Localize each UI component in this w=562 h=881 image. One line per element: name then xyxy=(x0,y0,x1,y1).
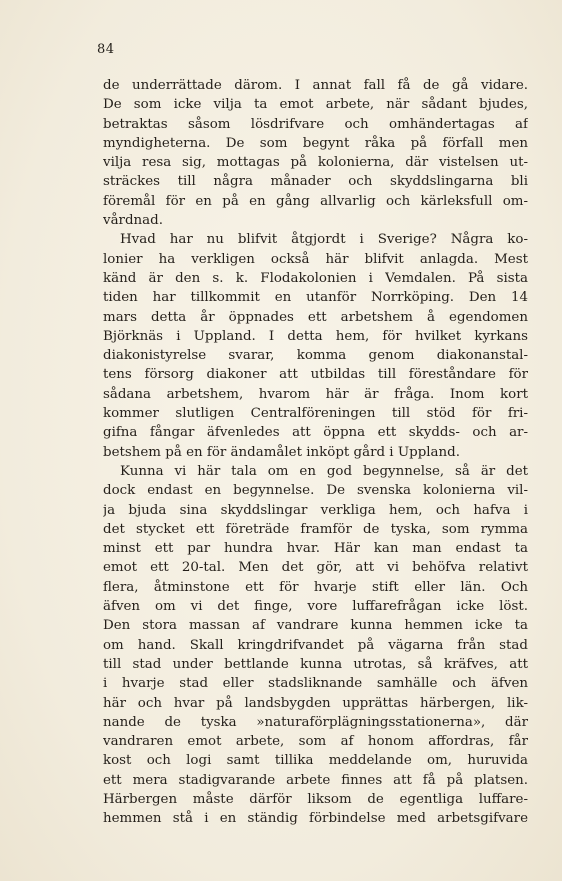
text-line: ja bjuda sina skyddslingar verkliga hem, och hafva i xyxy=(103,502,528,518)
text-line: sträckes till några månader och skyddslingarna bli xyxy=(103,174,528,190)
text-line: flera, åtminstone ett för hvarje stift eller län. Och xyxy=(103,579,528,595)
text-line: vandraren emot arbete, som af honom affordras, får xyxy=(103,734,528,750)
text-line: Den stora massan af vandrare kunna hemmen icke ta xyxy=(103,618,528,634)
text-line: sådana arbetshem, hvarom här är fråga. Inom kort xyxy=(103,386,528,402)
text-line: föremål för en på en gång allvarlig och kärleksfull om- xyxy=(103,193,528,209)
text-line: gifna fångar äfvenledes att öppna ett skydds- och ar- xyxy=(103,425,528,441)
text-line: till stad under bettlande kunna utrotas, så kräfves, att xyxy=(103,656,528,672)
text-line: De som icke vilja ta emot arbete, när sådant bjudes, xyxy=(103,97,528,113)
text-line: tens försorg diakoner att utbildas till föreståndare för xyxy=(103,367,528,383)
body-text xyxy=(103,76,528,829)
text-line: emot ett 20-tal. Men det gör, att vi behöfva relativt xyxy=(103,560,528,576)
text-line: hemmen stå i en ständig förbindelse med arbetsgifvare xyxy=(103,811,528,827)
text-line: Härbergen måste därför liksom de egentliga luffare- xyxy=(103,791,528,807)
text-line: mars detta år öppnades ett arbetshem å egendomen xyxy=(103,309,528,325)
text-line: det stycket ett företräde framför de tyska, som rymma xyxy=(103,521,528,537)
text-line: Björknäs i Uppland. I detta hem, för hvilket kyrkans xyxy=(103,328,528,344)
text-line: tiden har tillkommit en utanför Norrköping. Den 14 xyxy=(103,290,528,306)
text-line: vilja resa sig, mottagas på kolonierna, där vistelsen ut- xyxy=(103,155,528,171)
text-line: äfven om vi det finge, vore luffarefrågan icke löst. xyxy=(103,599,528,615)
page-number: 84 xyxy=(97,42,115,57)
text-line: nande de tyska »naturaförplägningsstationerna», där xyxy=(103,714,528,730)
text-line: här och hvar på landsbygden upprättas härbergen, lik- xyxy=(103,695,528,711)
text-line: lonier ha verkligen också här blifvit anlagda. Mest xyxy=(103,251,528,267)
text-line: de underrättade därom. I annat fall få de gå vidare. xyxy=(103,78,528,93)
text-line: ett mera stadigvarande arbete finnes att få på platsen. xyxy=(103,772,528,788)
text-line: betraktas såsom lösdrifvare och omhändertagas af xyxy=(103,116,528,132)
text-line: Kunna vi här tala om en god begynnelse, så är det xyxy=(120,463,528,479)
text-line: Hvad har nu blifvit åtgjordt i Sverige? Några ko- xyxy=(120,232,528,248)
text-line: myndigheterna. De som begynt råka på förfall men xyxy=(103,135,528,151)
text-line: kost och logi samt tillika meddelande om, huruvida xyxy=(103,753,528,769)
text-line: känd är den s. k. Flodakolonien i Vemdalen. På sista xyxy=(103,270,528,286)
text-line: dock endast en begynnelse. De svenska kolonierna vil- xyxy=(103,483,528,499)
text-line: diakonistyrelse svarar, komma genom diakonanstal- xyxy=(103,348,528,364)
text-line: om hand. Skall kringdrifvandet på vägarna från stad xyxy=(103,637,528,653)
text-line: kommer slutligen Centralföreningen till stöd för fri- xyxy=(103,406,528,422)
text-line: i hvarje stad eller stadsliknande samhälle och äfven xyxy=(103,676,528,692)
text-line: vårdnad. xyxy=(103,213,163,229)
text-line: betshem på en för ändamålet inköpt gård i Uppland. xyxy=(103,444,460,460)
text-line: minst ett par hundra hvar. Här kan man endast ta xyxy=(103,541,528,557)
